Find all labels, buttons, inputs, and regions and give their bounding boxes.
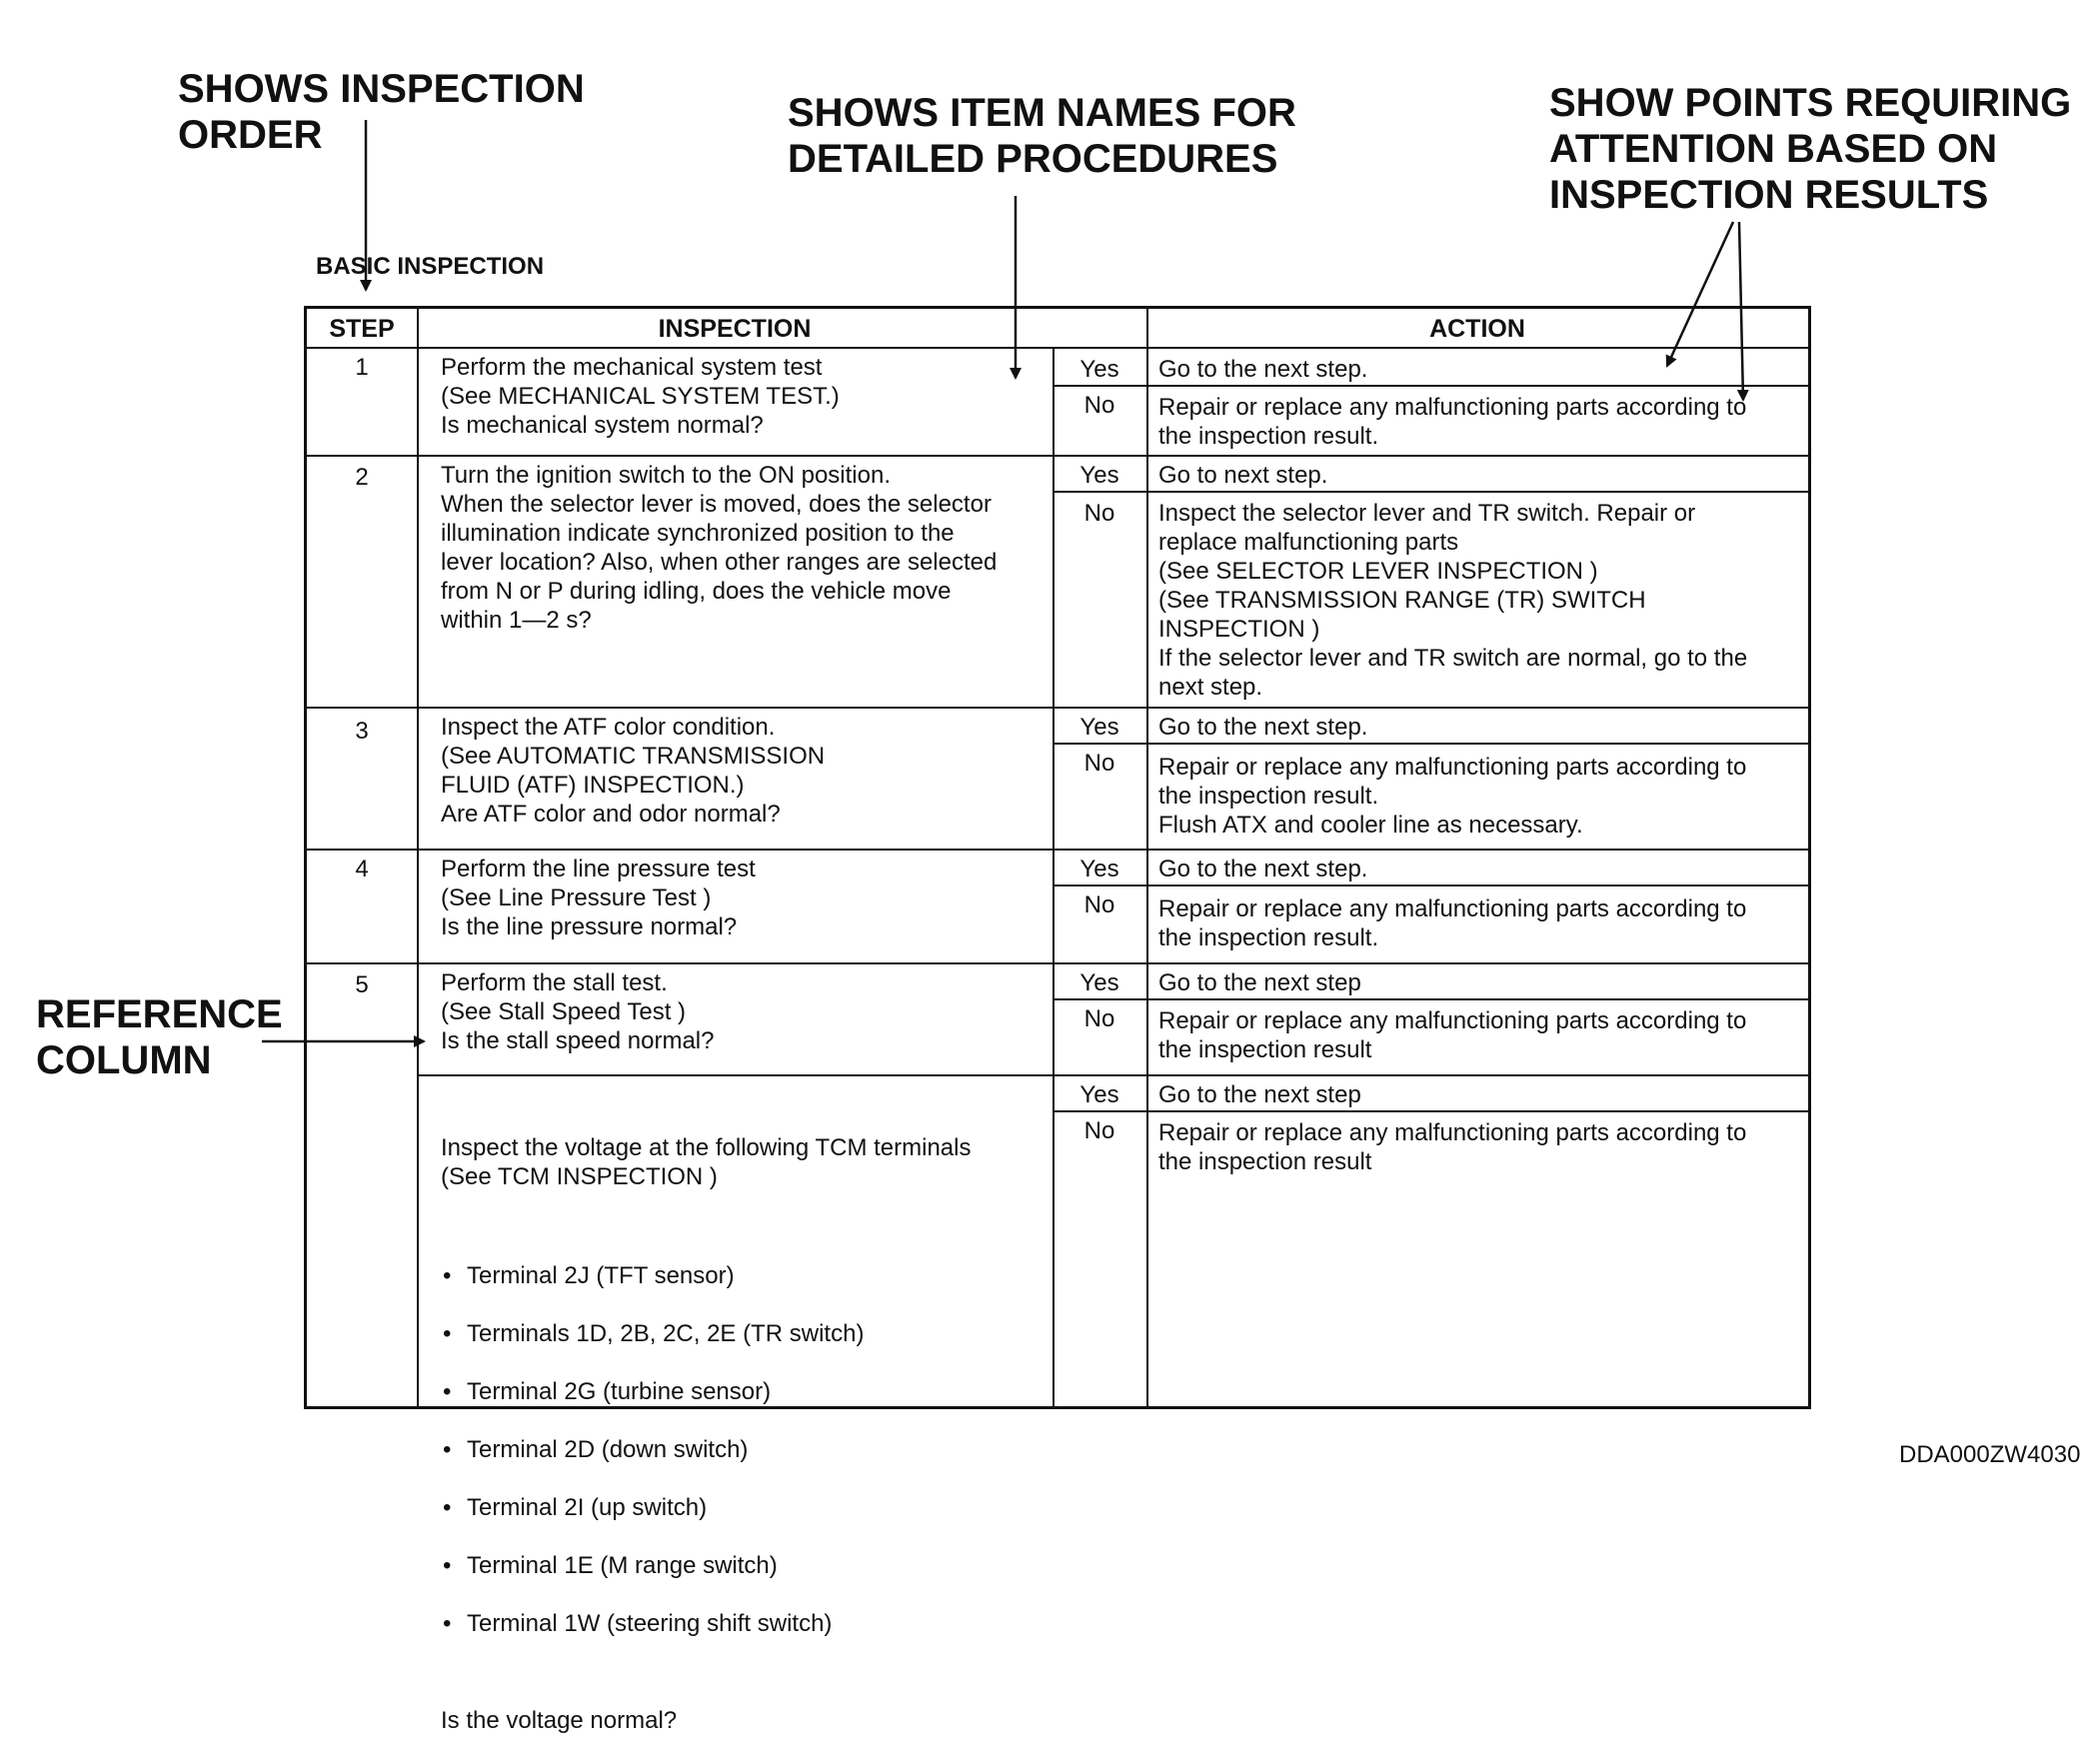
- yes-action: Go to the next step: [1158, 969, 1361, 996]
- yes-label: Yes: [1079, 462, 1119, 489]
- callout-item-names: SHOWS ITEM NAMES FOR DETAILED PROCEDURES: [788, 91, 1296, 181]
- no-label: No: [1083, 500, 1115, 527]
- step-number: 2: [355, 464, 369, 491]
- document-code: DDA000ZW4030: [1899, 1441, 2081, 1468]
- list-item: • Terminal 1W (steering shift switch): [467, 1609, 1045, 1638]
- no-label: No: [1083, 750, 1115, 777]
- header-action: ACTION: [1429, 315, 1525, 343]
- arrow-attention-2: [1739, 222, 1743, 400]
- yes-label: Yes: [1079, 969, 1119, 996]
- no-action: Repair or replace any malfunctioning parts according to the inspection result: [1158, 1119, 1747, 1175]
- arrow-attention-1: [1667, 222, 1733, 366]
- list-item: • Terminal 1E (M range switch): [467, 1551, 1045, 1580]
- callout-inspection-order: SHOWS INSPECTION ORDER: [178, 67, 585, 157]
- inspection-text: Inspect the ATF color condition. (See AUTOMATIC TRANSMISSION FLUID (ATF) INSPECTION.) Are ATF color and odor normal?: [441, 714, 826, 828]
- yes-label: Yes: [1079, 714, 1119, 741]
- no-action: Repair or replace any malfunctioning parts according to the inspection result.: [1158, 394, 1747, 450]
- yes-action: Go to the next step.: [1158, 714, 1368, 741]
- yes-action: Go to the next step: [1158, 1081, 1361, 1108]
- list-item: • Terminal 2J (TFT sensor): [467, 1261, 1045, 1290]
- list-item: • Terminal 2G (turbine sensor): [467, 1377, 1045, 1406]
- no-action: Inspect the selector lever and TR switch. Repair or replace malfunctioning parts (See SELECTOR LEVER INSPECTION ) (See TRANSMISSION RANGE (TR) SWITCH INSPECTION ) If the selector lever and TR switch are normal, go to the next step.: [1158, 500, 1748, 701]
- no-label: No: [1083, 891, 1115, 918]
- list-item: • Terminal 2I (up switch): [467, 1493, 1045, 1522]
- inspection-text: Inspect the voltage at the following TCM terminals (See TCM INSPECTION ): [441, 1134, 972, 1190]
- header-step: STEP: [329, 315, 395, 343]
- step-number: 5: [355, 971, 369, 998]
- yes-action: Go to the next step.: [1158, 356, 1368, 383]
- no-action: Repair or replace any malfunctioning parts according to the inspection result: [1158, 1007, 1747, 1063]
- list-item: • Terminal 2D (down switch): [467, 1435, 1045, 1464]
- yes-action: Go to next step.: [1158, 462, 1328, 489]
- no-action: Repair or replace any malfunctioning parts according to the inspection result. Flush ATX and cooler line as necessary.: [1158, 754, 1747, 839]
- yes-action: Go to the next step.: [1158, 856, 1368, 882]
- no-label: No: [1083, 1005, 1115, 1032]
- yes-label: Yes: [1079, 356, 1119, 383]
- inspection-text: Perform the line pressure test (See Line Pressure Test ) Is the line pressure normal?: [441, 856, 756, 940]
- section-title: BASIC INSPECTION: [316, 253, 545, 280]
- inspection-text: Perform the mechanical system test (See MECHANICAL SYSTEM TEST.) Is mechanical system normal?: [441, 354, 840, 439]
- no-action: Repair or replace any malfunctioning parts according to the inspection result.: [1158, 895, 1747, 951]
- callout-reference-column: REFERENCE COLUMN: [36, 992, 283, 1082]
- list-item: • Terminals 1D, 2B, 2C, 2E (TR switch): [467, 1319, 1045, 1348]
- inspection-text: Turn the ignition switch to the ON position. When the selector lever is moved, does the selector illumination indicate synchronized position to the lever location? Also, when other ranges are selected from N or P during idling, does the vehicle move within 1—2 s?: [441, 462, 998, 634]
- no-label: No: [1083, 392, 1115, 419]
- step-number: 1: [355, 354, 369, 381]
- no-label: No: [1083, 1117, 1115, 1144]
- inspection-text: Perform the stall test. (See Stall Speed Test ) Is the stall speed normal?: [441, 969, 715, 1054]
- inspection-question: Is the voltage normal?: [441, 1707, 678, 1734]
- header-inspection: INSPECTION: [658, 315, 812, 343]
- yes-label: Yes: [1079, 1081, 1119, 1108]
- callout-attention-points: SHOW POINTS REQUIRING ATTENTION BASED ON INSPECTION RESULTS: [1549, 81, 2072, 217]
- step-number: 4: [355, 856, 369, 882]
- yes-label: Yes: [1079, 856, 1119, 882]
- step-number: 3: [355, 718, 369, 745]
